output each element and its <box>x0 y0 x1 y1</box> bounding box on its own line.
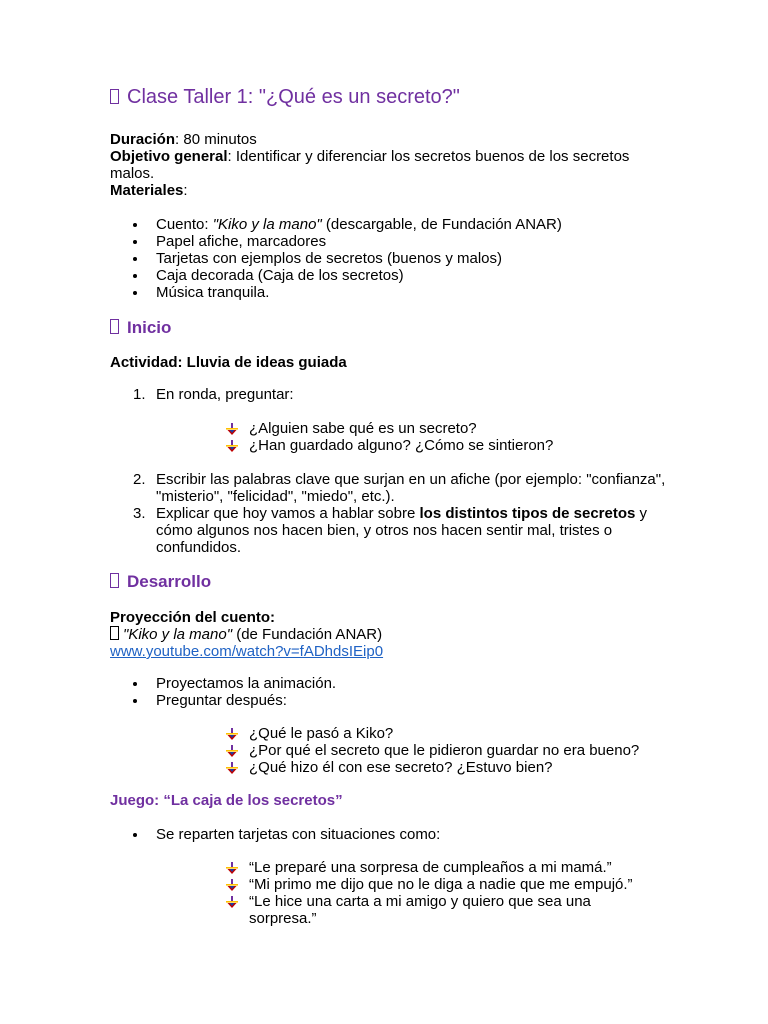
video-link[interactable]: www.youtube.com/watch?v=fADhdsIEip0 <box>110 643 384 660</box>
missing-glyph-icon <box>110 573 119 588</box>
list-item: “Mi primo me dijo que no le diga a nadie que me empujó.” <box>110 876 670 893</box>
list-item: Tarjetas con ejemplos de secretos (buenos y malos) <box>110 250 670 267</box>
missing-glyph-icon <box>110 626 119 640</box>
missing-glyph-icon <box>110 89 119 104</box>
video-link-line <box>110 643 670 660</box>
materials-line: Materiales: <box>110 182 188 199</box>
list-item: ¿Por qué el secreto que le pidieron guardar no era bueno? <box>110 742 670 759</box>
arrow-down-bullet-icon <box>226 862 238 874</box>
section-heading-inicio: Inicio <box>110 317 670 339</box>
section-heading-desarrollo: Desarrollo <box>110 571 670 593</box>
list-item: ¿Qué le pasó a Kiko? <box>110 725 670 742</box>
list-item: “Le preparé una sorpresa de cumpleaños a mi mamá.” <box>110 859 670 876</box>
duration-line: Duración: 80 minutos <box>110 131 257 148</box>
video-title-line: "Kiko y la mano" (de Fundación ANAR) <box>110 626 670 643</box>
arrow-down-bullet-icon <box>226 896 238 908</box>
arrow-down-bullet-icon <box>226 423 238 435</box>
activity-title: Actividad: Lluvia de ideas guiada <box>110 354 347 371</box>
missing-glyph-icon <box>110 319 119 334</box>
materials-list <box>110 216 670 301</box>
projection-label: Proyección del cuento: <box>110 609 276 626</box>
objective-line: Objetivo general: Identificar y diferenciar los secretos buenos de los secretos malos. <box>110 148 630 182</box>
desarrollo-questions <box>110 725 670 776</box>
list-item: Proyectamos la animación. <box>110 675 670 692</box>
arrow-down-bullet-icon <box>226 440 238 452</box>
list-item: Preguntar después: <box>110 692 670 709</box>
inicio-questions <box>110 420 670 454</box>
list-item: Música tranquila. <box>110 284 670 301</box>
game-heading: Juego: “La caja de los secretos” <box>110 792 343 809</box>
list-item: Caja decorada (Caja de los secretos) <box>110 267 670 284</box>
game-situations <box>110 859 670 927</box>
list-item: ¿Han guardado alguno? ¿Cómo se sintieron? <box>110 437 670 454</box>
arrow-down-bullet-icon <box>226 728 238 740</box>
arrow-down-bullet-icon <box>226 745 238 757</box>
list-item: ¿Alguien sabe qué es un secreto? <box>110 420 670 437</box>
list-item: “Le hice una carta a mi amigo y quiero que sea una sorpresa.” <box>110 893 670 927</box>
desarrollo-list <box>110 675 670 709</box>
page-title: Clase Taller 1: "¿Qué es un secreto?" <box>110 84 670 110</box>
arrow-down-bullet-icon <box>226 762 238 774</box>
list-item: 2. Escribir las palabras clave que surjan en un afiche (por ejemplo: "confianza", "misterio", "felicidad", "miedo", etc.). <box>133 471 666 505</box>
list-item: ¿Qué hizo él con ese secreto? ¿Estuvo bien? <box>110 759 670 776</box>
list-item: Papel afiche, marcadores <box>110 233 670 250</box>
document-page <box>110 84 670 927</box>
list-item: Se reparten tarjetas con situaciones como: <box>110 826 670 843</box>
list-item: Cuento: "Kiko y la mano" (descargable, de Fundación ANAR) <box>110 216 670 233</box>
list-item: 1. En ronda, preguntar: <box>133 386 294 403</box>
arrow-down-bullet-icon <box>226 879 238 891</box>
list-item: 3. Explicar que hoy vamos a hablar sobre los distintos tipos de secretos y cómo algunos nos hacen bien, y otros nos hacen sentir mal, tristes o confundidos. <box>133 505 648 556</box>
game-list <box>110 826 670 843</box>
inicio-steps <box>110 386 670 403</box>
inicio-steps-continued <box>110 471 670 556</box>
